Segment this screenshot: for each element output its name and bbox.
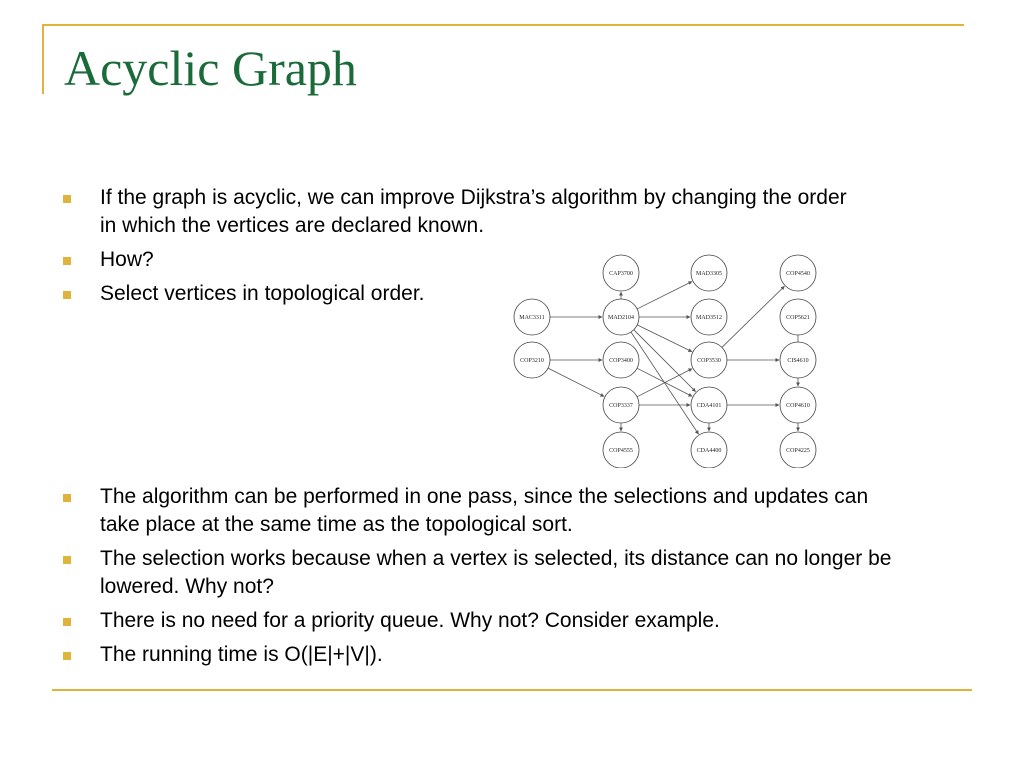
frame-top-rule (42, 24, 964, 26)
graph-node (691, 432, 727, 468)
graph-node (780, 342, 816, 378)
graph-node-label: COP3400 (609, 358, 633, 364)
graph-node (603, 299, 639, 335)
graph-node (603, 255, 639, 291)
bullet-text: Select vertices in topological order. (100, 282, 425, 305)
graph-node-label: COP4225 (786, 448, 810, 454)
graph-node-label: COP3337 (609, 403, 633, 409)
graph-node (514, 299, 550, 335)
bullet-text: There is no need for a priority queue. Why not? Consider example. (100, 609, 720, 632)
bullet-item (58, 246, 528, 274)
bullet-marker-icon (63, 257, 71, 265)
bullet-marker-icon (63, 618, 71, 626)
graph-node-label: COP4540 (786, 271, 810, 277)
graph-edge (722, 286, 785, 347)
slide-title: Acyclic Graph (64, 40, 357, 96)
graph-node (691, 255, 727, 291)
bullet-marker-icon (63, 494, 71, 502)
graph-node-label: MAD3305 (695, 271, 723, 277)
graph-edges (548, 281, 798, 434)
graph-node (603, 342, 639, 378)
graph-node (780, 255, 816, 291)
graph-node (603, 387, 639, 423)
graph-node-label: CDA4101 (696, 403, 722, 409)
bullet-item (58, 641, 898, 669)
bullet-item (58, 545, 898, 601)
bullet-marker-icon (63, 291, 71, 299)
frame-left-rule (42, 24, 44, 94)
graph-node-label: COP3530 (697, 358, 721, 364)
graph-node (691, 299, 727, 335)
graph-node-label: COP4610 (786, 403, 810, 409)
graph-node (780, 299, 816, 335)
graph-node-label: CIS4610 (787, 358, 809, 364)
bullet-item (58, 280, 528, 308)
graph-node-label: MAD3512 (695, 315, 723, 321)
bullet-text: The running time is O(|E|+|V|). (100, 643, 383, 666)
bullet-item (58, 607, 898, 635)
bullet-item (58, 184, 860, 240)
graph-node-label: CDA4400 (696, 448, 722, 454)
graph-node-label: CAP3700 (609, 271, 633, 277)
graph-node (514, 342, 550, 378)
bullet-list-bottom (58, 483, 898, 675)
bullet-text: If the graph is acyclic, we can improve Dijkstra’s algorithm by changing the order in which the vertices are declared known. (100, 186, 847, 237)
graph-edge (548, 368, 604, 396)
graph-edge (637, 368, 692, 396)
graph-node (780, 432, 816, 468)
graph-edge (637, 369, 692, 397)
frame-bottom-rule (52, 689, 972, 691)
bullet-marker-icon (63, 195, 71, 203)
bullet-text: The selection works because when a vertex is selected, its distance can no longer be lowered. Why not? (100, 547, 892, 598)
graph-node-label: COP3210 (520, 358, 544, 364)
graph-edge (637, 281, 692, 308)
bullet-text: How? (100, 248, 154, 271)
graph-edge (637, 325, 692, 352)
graph-node-label: MAD2104 (607, 315, 635, 321)
graph-node (780, 387, 816, 423)
graph-node (691, 342, 727, 378)
bullet-text: The algorithm can be performed in one pass, since the selections and updates can take place at the same time as the topological sort. (100, 485, 869, 536)
acyclic-graph-diagram (508, 254, 838, 468)
graph-node-label: COP5621 (786, 315, 810, 321)
graph-node-label: MAC3311 (519, 315, 545, 321)
graph-node (603, 432, 639, 468)
bullet-item (58, 483, 898, 539)
bullet-marker-icon (63, 556, 71, 564)
bullet-marker-icon (63, 652, 71, 660)
graph-node-label: COP4555 (609, 448, 633, 454)
graph-node (691, 387, 727, 423)
